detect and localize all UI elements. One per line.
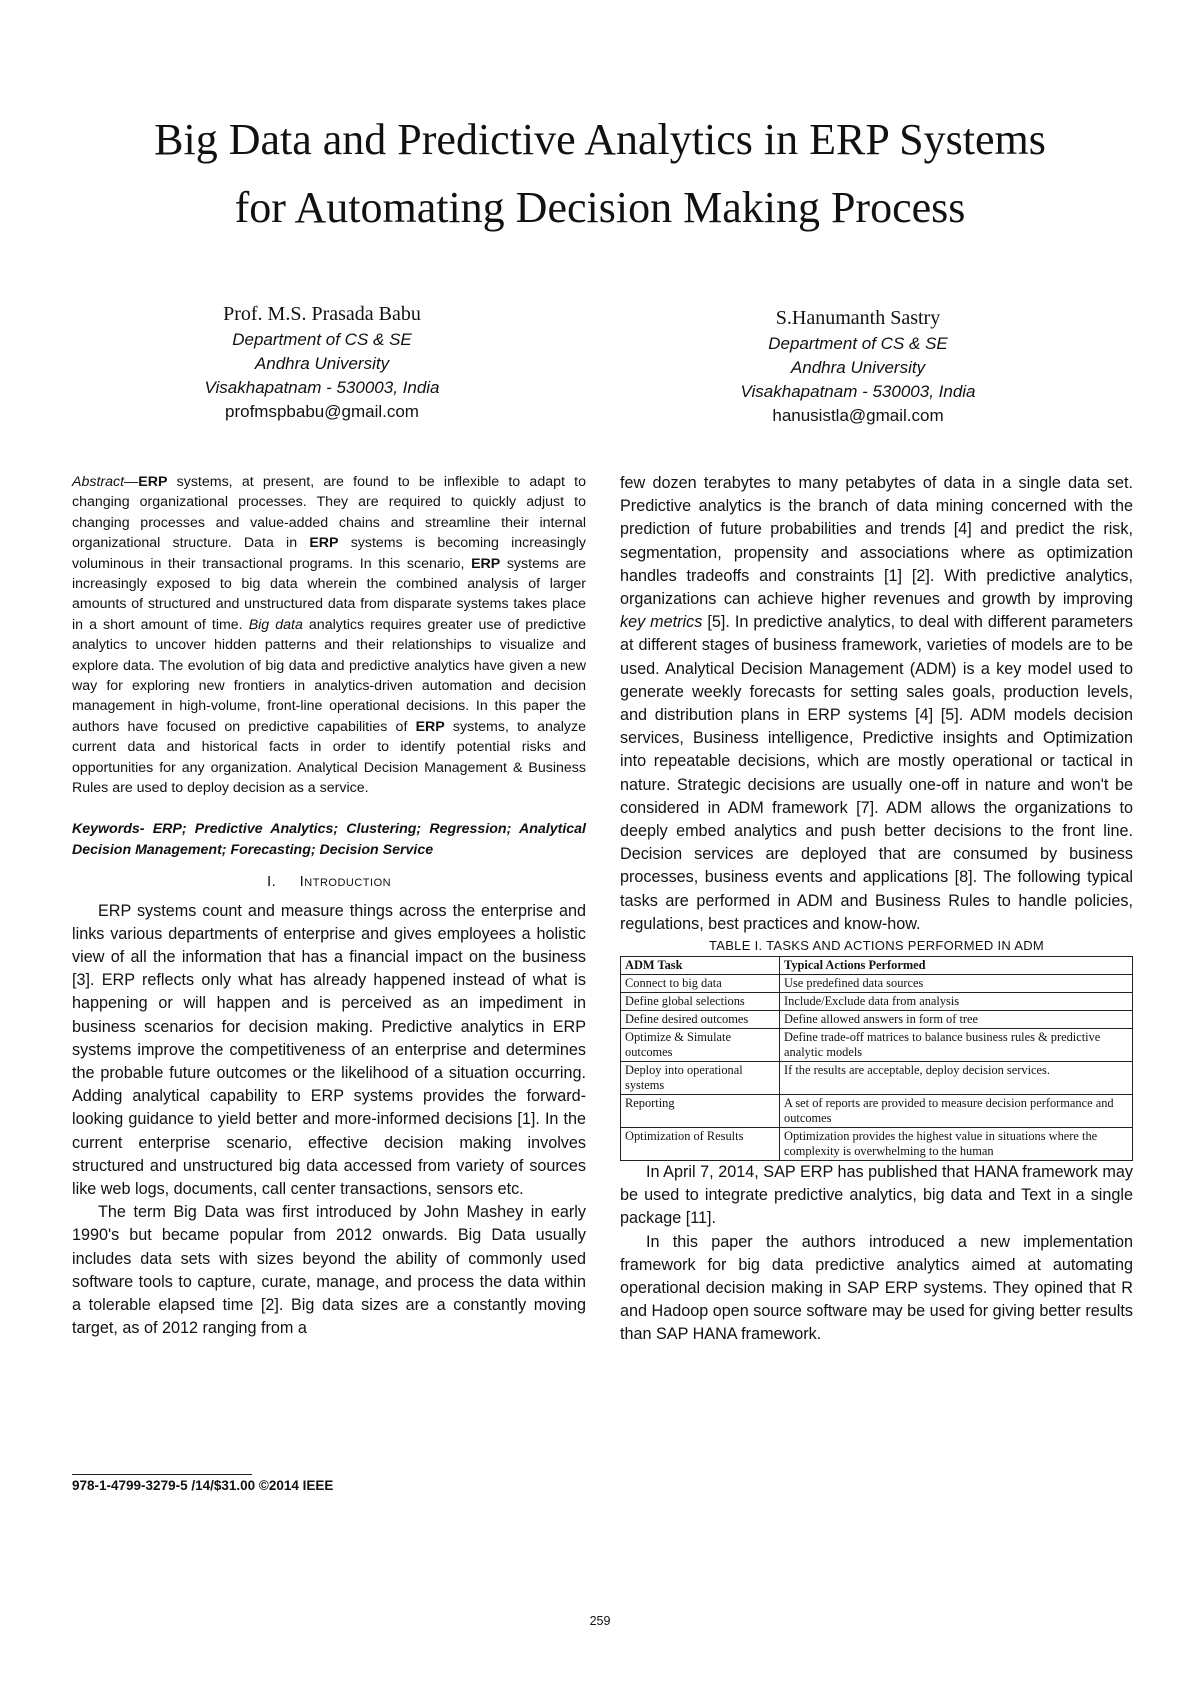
author-department: Department of CS & SE: [232, 330, 412, 349]
abstract-term: ERP: [309, 535, 339, 552]
author-university: Andhra University: [790, 358, 926, 377]
table-cell: Define allowed answers in form of tree: [780, 1011, 1133, 1029]
paragraph-text: [5]. In predictive analytics, to deal with different parameters at different stages of business framework, varieties of models are to be used. Analytical Decision Management (ADM) is a key model used to generate weekly forecasts for setting sales goals, production levels, and distribution plans in ERP systems [4] [5]. ADM models decision services, Business intelligence, Predictive insights and Optimization into repeatable decisions, which are mostly operational or tactical in nature. Strategic decisions are usually one-off in nature and won't be considered in ADM framework [7]. ADM allows the organizations to deeply embed analytics and push better decisions to the front line. Decision services are deployed that are consumed by business processes, business events and applications [8]. The following typical tasks are performed in ADM and Business Rules to handle policies, regulations, best practices and know-how.: [620, 613, 1133, 933]
abstract-text: systems, at present, are found to be inflexible to adapt to changing organizational processes. They are required to quickly adjust to changing processes and value-added chains and streamline their internal organizational structure. Data in: [72, 474, 586, 552]
left-column: [72, 472, 586, 1340]
abstract-term: ERP: [138, 474, 168, 490]
author-department: Department of CS & SE: [768, 334, 948, 353]
abstract-term: Big data: [248, 616, 303, 633]
table-caption: TABLE I. TASKS AND ACTIONS PERFORMED IN ADM: [708, 938, 1045, 954]
table-cell: Connect to big data: [621, 975, 780, 993]
table-cell: A set of reports are provided to measure decision performance and outcomes: [780, 1095, 1133, 1128]
table-cell: Include/Exclude data from analysis: [780, 993, 1133, 1011]
table-row: [621, 1029, 1133, 1062]
footnote-divider: [72, 1474, 252, 1475]
section-title: Introduction: [299, 872, 392, 890]
title-line-1: Big Data and Predictive Analytics in ERP Systems: [154, 115, 1046, 164]
author-email: profmspbabu@gmail.com: [225, 402, 419, 421]
author-location: Visakhapatnam - 530003, India: [740, 382, 976, 401]
table-row: [621, 1011, 1133, 1029]
author-location: Visakhapatnam - 530003, India: [204, 378, 440, 397]
author-name: S.Hanumanth Sastry: [775, 307, 941, 329]
table-cell: Define desired outcomes: [621, 1011, 780, 1029]
abstract-text: systems is becoming increasingly voluminous in their transactional programs. In this scenario,: [72, 535, 586, 572]
abstract-text: systems, to analyze current data and historical facts in order to identify potential risks and opportunities for any organization. Analytical Decision Management & Business Rules are used to deploy decision as a service.: [72, 718, 586, 797]
right-paragraph-1: [620, 472, 1133, 936]
table-cell: Use predefined data sources: [780, 975, 1133, 993]
abstract-term: ERP: [471, 555, 501, 572]
section-heading: [72, 873, 586, 890]
title-line-2: for Automating Decision Making Process: [234, 183, 966, 232]
table-row: [621, 1095, 1133, 1128]
section-number: I.: [266, 872, 277, 890]
table-cell: Define global selections: [621, 993, 780, 1011]
author-email: hanusistla@gmail.com: [772, 406, 944, 425]
abstract: [72, 472, 586, 799]
table-cell: Optimization provides the highest value in situations where the complexity is overwhelming to the human: [780, 1128, 1133, 1161]
abstract-dash: —: [124, 474, 139, 490]
table-cell: Reporting: [621, 1095, 780, 1128]
abstract-term: ERP: [415, 718, 445, 735]
keywords: Keywords- ERP; Predictive Analytics; Clustering; Regression; Analytical Decision Management; Forecasting; Decision Service: [72, 820, 586, 858]
table-cell: Optimize & Simulate outcomes: [621, 1029, 780, 1062]
table-header-cell: Typical Actions Performed: [780, 957, 1133, 975]
author-block-1: [112, 300, 532, 424]
table-cell: Define trade-off matrices to balance business rules & predictive analytic models: [780, 1029, 1133, 1062]
right-paragraph-2: In April 7, 2014, SAP ERP has published that HANA framework may be used to integrate predictive analytics, big data and Text in a single package [11].: [620, 1163, 1133, 1228]
table-row: [621, 975, 1133, 993]
table-cell: If the results are acceptable, deploy decision services.: [780, 1062, 1133, 1095]
author-university: Andhra University: [254, 354, 390, 373]
table-row: [621, 1062, 1133, 1095]
table-row: [621, 993, 1133, 1011]
table-header-cell: ADM Task: [621, 957, 780, 975]
table-cell: Deploy into operational systems: [621, 1062, 780, 1095]
abstract-text: analytics requires greater use of predictive analytics to uncover hidden patterns and their relationships to visualize and explore data. The evolution of big data and predictive analytics have given a new way for exploring new frontiers in analytics-driven automation and decision management in high-volume, front-line operational decisions. In this paper the authors have focused on predictive capabilities of: [72, 616, 586, 735]
intro-paragraph-2: The term Big Data was first introduced by John Mashey in early 1990's but became popular from 2012 onwards. Big Data usually includes data sets with sizes beyond the ability of commonly used software tools to capture, curate, manage, and process the data within a tolerable elapsed time [2]. Big data sizes are a constantly moving target, as of 2012 ranging from a: [72, 1203, 586, 1338]
abstract-label: Abstract: [72, 474, 125, 490]
page-number: 259: [589, 1614, 611, 1628]
paper-title: [60, 106, 1140, 242]
table-cell: Optimization of Results: [621, 1128, 780, 1161]
right-column: [620, 472, 1133, 1347]
copyright-footnote: 978-1-4799-3279-5 /14/$31.00 ©2014 IEEE: [72, 1478, 334, 1493]
intro-paragraph-1: ERP systems count and measure things across the enterprise and links various departments of enterprise and gives employees a holistic view of all the information that has a financial impact on the business [3]. ERP reflects only what has already happened instead of what is happening or will happen and is perceived as an impediment in business scenarios for decision making. Predictive analytics in ERP systems improve the competitiveness of an enterprise and determines the probable future outcomes or the likelihood of a situation occurring. Adding analytical capability to ERP systems provides the forward-looking guidance to yield better and more-informed decisions [1]. In the current enterprise scenario, effective decision making involves structured and unstructured big data accessed from variety of sources like web logs, documents, call center transactions, sensors etc.: [72, 901, 586, 1198]
author-name: Prof. M.S. Prasada Babu: [223, 303, 421, 325]
paragraph-text: few dozen terabytes to many petabytes of data in a single data set. Predictive analytics is the branch of data mining concerned with the prediction of future probabilities and trends [4] and predict the risk, segmentation, propensity and associations where as optimization handles tradeoffs and constraints [1] [2]. With predictive analytics, organizations can achieve higher revenues and growth by improving: [620, 474, 1133, 609]
right-paragraph-3: In this paper the authors introduced a new implementation framework for big data predictive analytics aimed at automating operational decision making in SAP ERP systems. They opined that R and Hadoop open source software may be used for giving better results than SAP HANA framework.: [620, 1232, 1133, 1344]
abstract-text: systems are increasingly exposed to big data wherein the combined analysis of larger amounts of structured and unstructured data from disparate systems takes place in a short amount of time.: [72, 555, 586, 633]
paragraph-emphasis: key metrics: [620, 613, 703, 632]
author-block-2: [648, 304, 1068, 428]
table-row: [621, 1128, 1133, 1161]
table-header-row: [621, 957, 1133, 975]
adm-table: [620, 956, 1133, 1161]
